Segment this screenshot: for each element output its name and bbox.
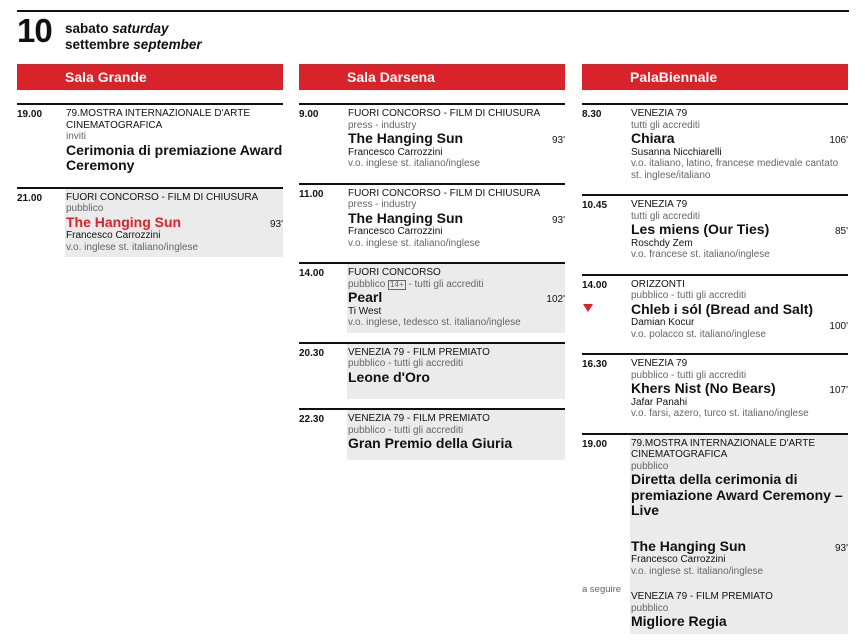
audience-label: press - industry	[348, 199, 417, 210]
screening-slot[interactable]	[582, 103, 848, 185]
screening-time: 16.30	[582, 359, 608, 370]
duration: 93'	[551, 135, 565, 146]
screening-slot[interactable]	[17, 103, 283, 178]
screening-title: The Hanging Sun	[66, 213, 182, 230]
duration: 85'	[834, 226, 848, 237]
weekday-en: saturday	[112, 21, 169, 36]
audience-label: inviti	[66, 131, 87, 142]
language-info: v.o. farsi, azero, turco st. italiano/inglese	[631, 408, 809, 419]
screening-card[interactable]	[65, 105, 283, 178]
audience-label: tutti gli accrediti	[631, 210, 700, 222]
duration: 93'	[551, 214, 565, 226]
screening-card[interactable]	[347, 410, 565, 460]
a-seguire-label: a seguire	[582, 583, 622, 595]
weekday-it: sabato	[65, 21, 109, 36]
screening-title: Chiara	[631, 130, 675, 146]
screening-card[interactable]	[630, 196, 848, 265]
audience-label: pubblico - tutti gli accrediti	[348, 424, 464, 436]
section-label: 79.MOSTRA INTERNAZIONALE D'ARTE CINEMATOGRAFICA	[66, 108, 250, 131]
audience-label: pubblico	[631, 602, 669, 614]
director: Damian Kocur	[631, 317, 695, 328]
screening-title: Leone d'Oro	[348, 368, 430, 385]
director: Francesco Carrozzini	[348, 146, 443, 158]
screening-title: Cerimonia di premiazione Award Ceremony	[66, 141, 283, 173]
screening-title: The Hanging Sun	[348, 209, 464, 226]
screening-card[interactable]	[65, 189, 283, 258]
language-info: v.o. italiano, latino, francese medievale cantato st. inglese/italiano	[631, 158, 839, 181]
venue-header: Sala Grande	[17, 64, 283, 90]
lion-award-icon	[583, 304, 593, 312]
screening-slot[interactable]	[17, 187, 283, 258]
day-number: 10	[17, 12, 52, 49]
screening-time: 14.00	[299, 268, 325, 279]
audience-label: pubblico - tutti gli accrediti	[631, 369, 747, 381]
screening-card[interactable]	[347, 185, 565, 254]
screening-slot[interactable]	[582, 353, 848, 424]
screening-time: 19.00	[582, 438, 608, 450]
audience-prefix: pubblico	[348, 278, 386, 290]
section-label: VENEZIA 79 - FILM PREMIATO	[348, 413, 490, 424]
screening-slot[interactable]	[299, 183, 565, 254]
screening-time: 10.45	[582, 200, 608, 211]
language-info: v.o. inglese st. italiano/inglese	[66, 241, 199, 253]
language-info: v.o. inglese st. italiano/inglese	[348, 158, 481, 169]
duration: 100'	[829, 320, 848, 332]
section-label: FUORI CONCORSO - FILM DI CHIUSURA	[348, 108, 541, 119]
screening-title: Pearl	[348, 289, 383, 305]
age-rating-badge: 14+	[390, 279, 404, 289]
month-en: september	[133, 37, 202, 52]
screening-time: 22.30	[299, 414, 325, 425]
screening-title: The Hanging Sun	[348, 130, 464, 146]
screening-slot[interactable]	[299, 342, 565, 400]
director: Ti West	[348, 305, 382, 317]
month-line	[65, 38, 202, 52]
language-info: v.o. francese st. italiano/inglese	[631, 249, 770, 260]
director: Francesco Carrozzini	[631, 554, 726, 565]
screening-title: The Hanging Sun	[631, 537, 747, 554]
screening-time: 19.00	[17, 109, 43, 120]
duration: 107'	[829, 385, 848, 396]
section-label: VENEZIA 79	[631, 199, 688, 210]
section-label: VENEZIA 79 - FILM PREMIATO	[631, 591, 773, 602]
section-label: 79.MOSTRA INTERNAZIONALE D'ARTE CINEMATOGRAFICA	[631, 437, 815, 460]
duration: 106'	[829, 135, 848, 146]
section-label: VENEZIA 79	[631, 358, 688, 369]
screening-card[interactable]	[630, 276, 848, 345]
section-label: VENEZIA 79 - FILM PREMIATO	[348, 346, 490, 358]
section-label: FUORI CONCORSO - FILM DI CHIUSURA	[66, 191, 259, 203]
section-label: FUORI CONCORSO	[348, 267, 441, 278]
screening-card[interactable]	[630, 435, 848, 634]
screening-time: 21.00	[17, 192, 43, 204]
audience-label: pubblico	[66, 203, 104, 214]
section-label: VENEZIA 79	[631, 108, 688, 119]
section-label: ORIZZONTI	[631, 278, 685, 290]
director: Roschdy Zem	[631, 237, 693, 249]
screening-title: Les miens (Our Ties)	[631, 221, 770, 237]
language-info: v.o. inglese, tedesco st. italiano/inglese	[348, 317, 521, 328]
screening-slot[interactable]	[299, 103, 565, 174]
audience-label: pubblico - tutti gli accrediti	[631, 290, 747, 301]
audience-suffix: - tutti gli accrediti	[408, 278, 484, 290]
column-palabiennale	[582, 64, 848, 643]
spacer	[631, 519, 848, 539]
screening-slot[interactable]	[582, 194, 848, 265]
screening-time: 20.30	[299, 347, 325, 359]
screening-card[interactable]	[630, 105, 848, 185]
director: Susanna Nicchiarelli	[631, 146, 722, 158]
screening-slot[interactable]	[582, 274, 848, 345]
screening-card[interactable]	[347, 105, 565, 174]
screening-card[interactable]	[630, 355, 848, 424]
screening-title: Migliore Regia	[631, 613, 727, 629]
language-info: v.o. polacco st. italiano/inglese	[631, 328, 766, 340]
month-it: settembre	[65, 37, 130, 52]
column-sala-grande	[17, 64, 283, 266]
screening-time: 9.00	[299, 109, 319, 120]
audience-label: pubblico - tutti gli accrediti	[348, 358, 464, 369]
language-info: v.o. inglese st. italiano/inglese	[348, 237, 481, 249]
audience-label: tutti gli accrediti	[631, 119, 700, 131]
duration: 93'	[269, 218, 283, 230]
weekday-line	[65, 22, 169, 36]
language-info: v.o. inglese st. italiano/inglese	[631, 565, 764, 577]
top-rule	[17, 10, 849, 12]
director: Jafar Panahi	[631, 396, 688, 408]
screening-title: Gran Premio della Giuria	[348, 435, 513, 451]
audience-label: press - industry	[348, 119, 417, 131]
screening-title: Diretta della cerimonia di premiazione Award Ceremony – Live	[631, 471, 843, 518]
screening-slot[interactable]	[582, 433, 848, 634]
screening-time: 8.30	[582, 109, 602, 120]
column-sala-darsena	[299, 64, 565, 469]
section-label: FUORI CONCORSO - FILM DI CHIUSURA	[348, 187, 541, 199]
screening-slot[interactable]	[299, 408, 565, 460]
screening-slot[interactable]	[299, 262, 565, 333]
audience-label: pubblico	[631, 460, 669, 472]
screening-time: 11.00	[299, 188, 324, 200]
spacer	[631, 577, 848, 591]
screening-card[interactable]	[347, 344, 565, 400]
duration: 102'	[546, 294, 565, 305]
screening-time: 14.00	[582, 279, 608, 291]
screening-title: Khers Nist (No Bears)	[631, 380, 776, 396]
screening-title: Chleb i sól (Bread and Salt)	[631, 300, 814, 317]
director: Francesco Carrozzini	[66, 230, 161, 241]
duration: 93'	[834, 542, 848, 554]
director: Francesco Carrozzini	[348, 226, 443, 237]
screening-card[interactable]	[347, 264, 565, 333]
venue-header: PalaBiennale	[582, 64, 848, 90]
venue-header: Sala Darsena	[299, 64, 565, 90]
